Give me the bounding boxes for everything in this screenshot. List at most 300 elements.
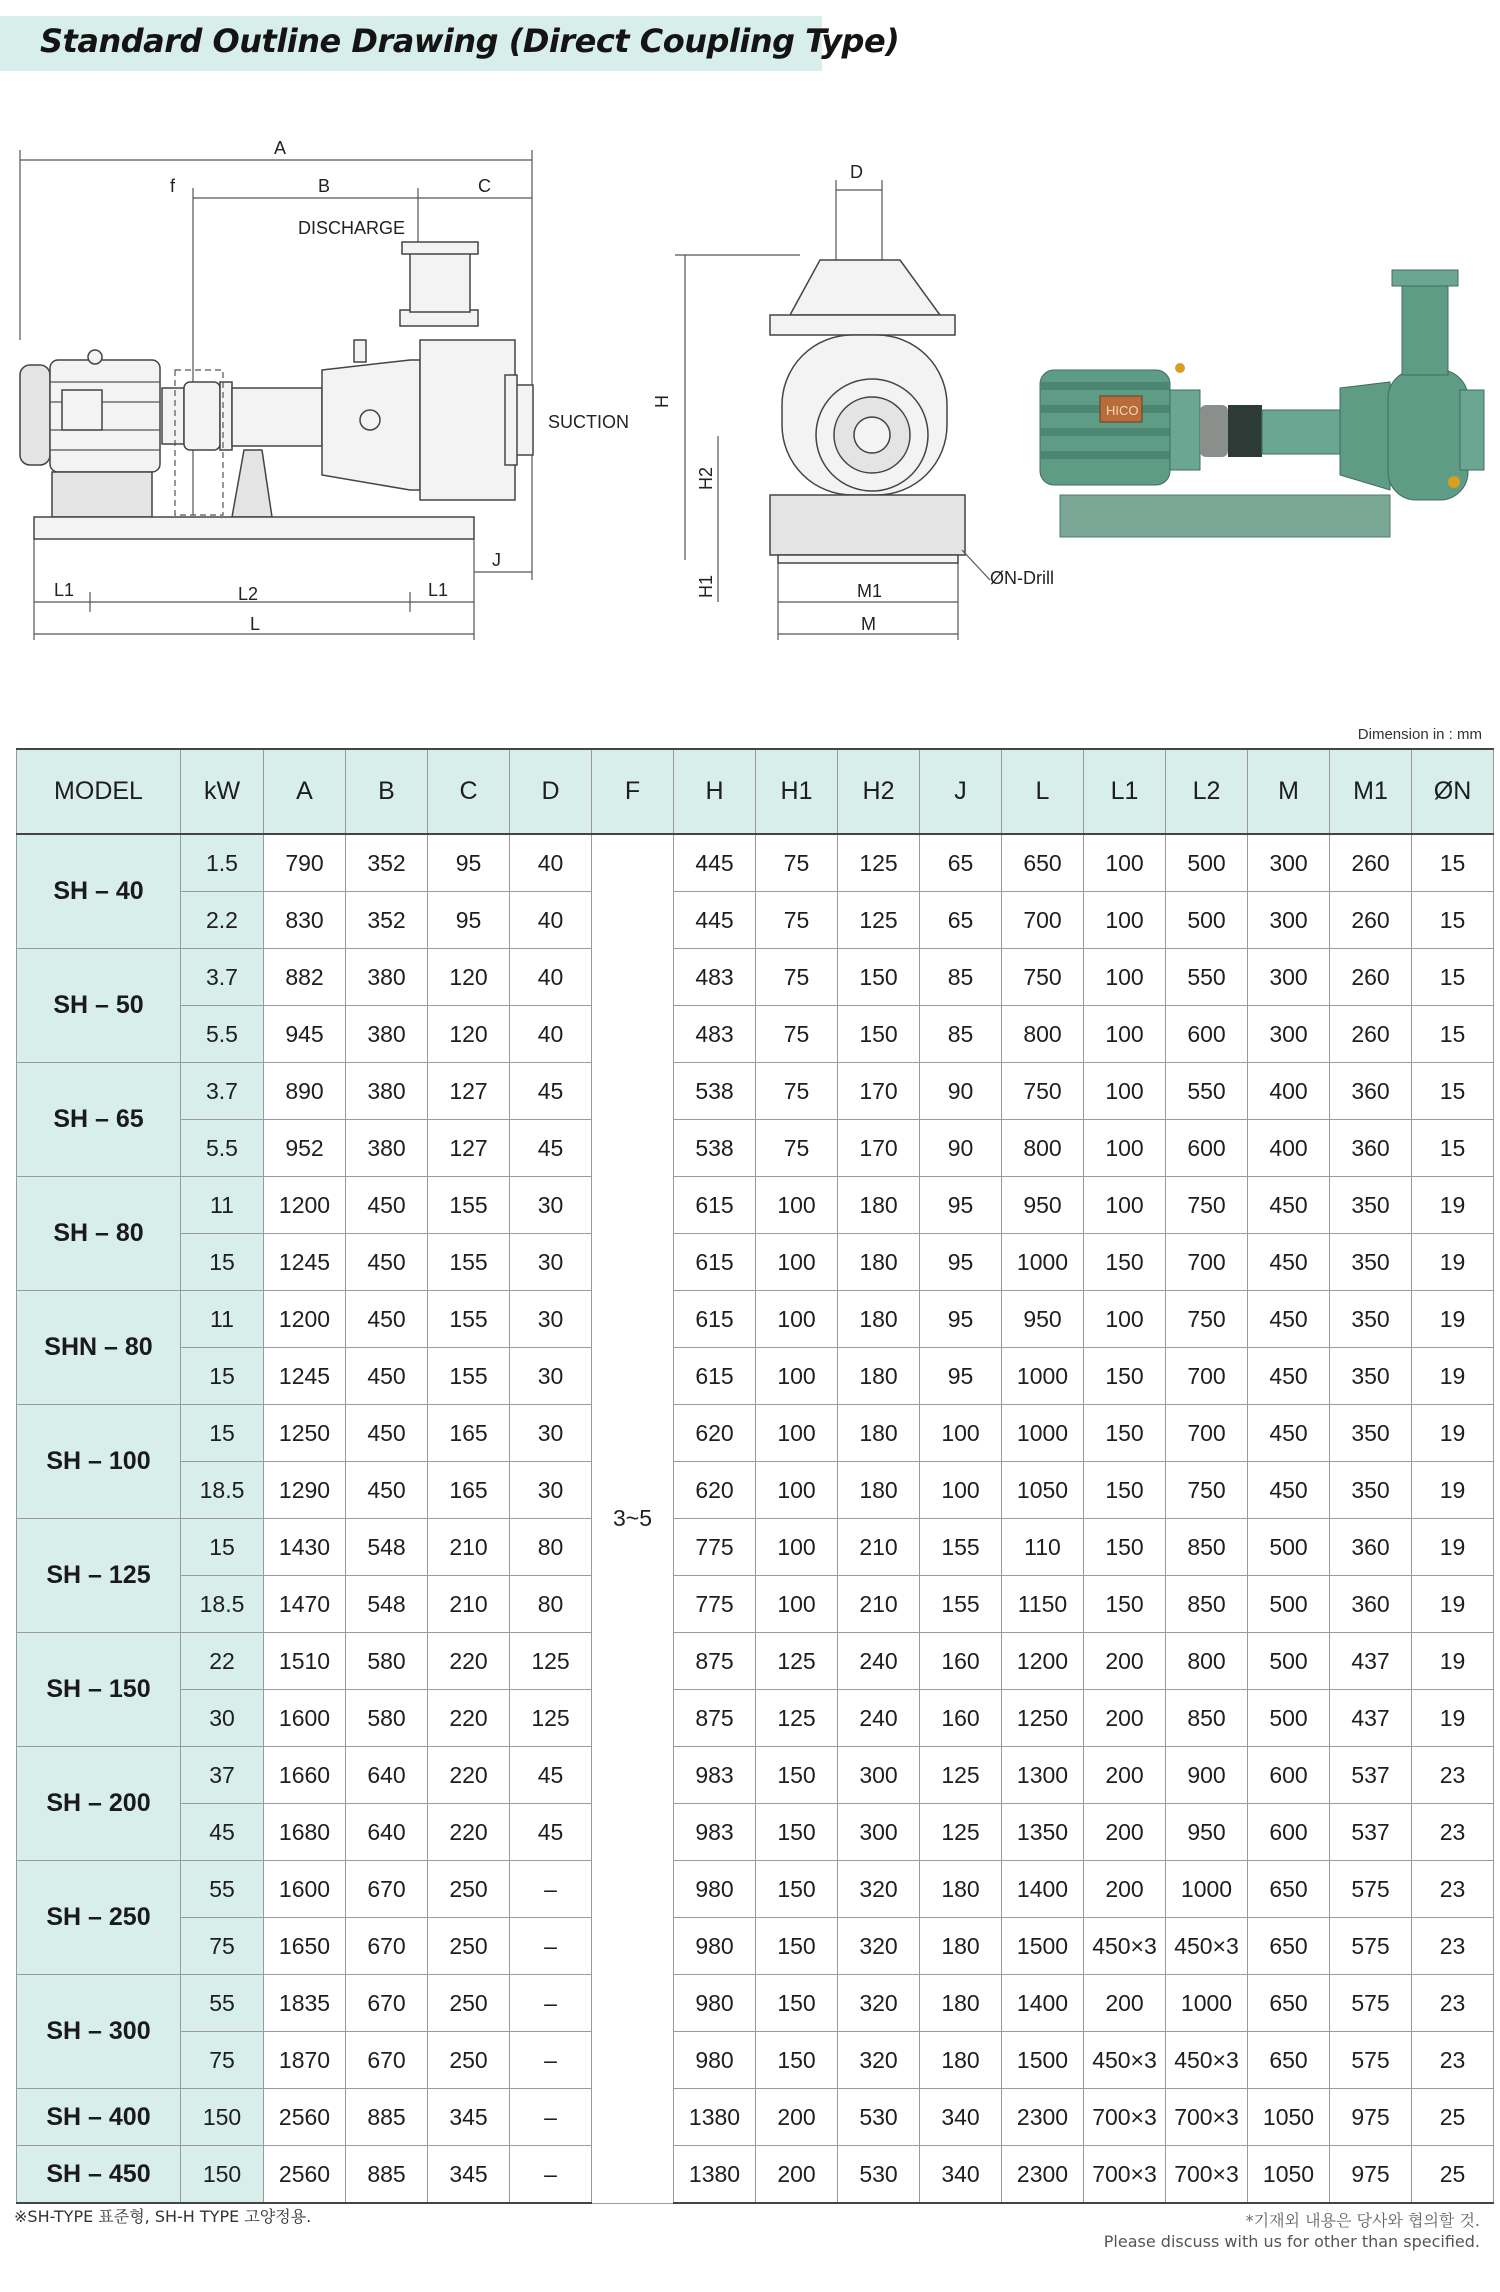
- value-cell: 450: [346, 1348, 428, 1405]
- value-cell: 90: [920, 1120, 1002, 1177]
- model-cell: SHN – 80: [17, 1291, 181, 1405]
- value-cell: 150: [756, 1861, 838, 1918]
- value-cell: 127: [428, 1063, 510, 1120]
- table-row: [17, 1462, 1494, 1519]
- value-cell: 45: [510, 1063, 592, 1120]
- value-cell: 850: [1166, 1519, 1248, 1576]
- value-cell: 75: [756, 834, 838, 892]
- suction-label: SUCTION: [548, 412, 629, 432]
- value-cell: 23: [1412, 1861, 1494, 1918]
- value-cell: 950: [1002, 1177, 1084, 1234]
- value-cell: 75: [756, 1120, 838, 1177]
- value-cell: 40: [510, 1006, 592, 1063]
- value-cell: 1200: [264, 1291, 346, 1348]
- value-cell: 150: [1084, 1405, 1166, 1462]
- value-cell: 150: [1084, 1348, 1166, 1405]
- motor-badge: HICO: [1106, 403, 1139, 418]
- value-cell: 1245: [264, 1348, 346, 1405]
- table-row: [17, 1918, 1494, 1975]
- value-cell: 548: [346, 1576, 428, 1633]
- table-header-row: [17, 749, 1494, 834]
- value-cell: 19: [1412, 1462, 1494, 1519]
- value-cell: 95: [920, 1177, 1002, 1234]
- value-cell: 450×3: [1084, 2032, 1166, 2089]
- kw-cell: 18.5: [181, 1462, 264, 1519]
- table-row: [17, 1120, 1494, 1177]
- kw-cell: 11: [181, 1291, 264, 1348]
- value-cell: 1250: [264, 1405, 346, 1462]
- value-cell: 600: [1166, 1120, 1248, 1177]
- value-cell: 100: [756, 1348, 838, 1405]
- value-cell: 210: [838, 1576, 920, 1633]
- table-row: [17, 1576, 1494, 1633]
- value-cell: 615: [674, 1291, 756, 1348]
- value-cell: –: [510, 2032, 592, 2089]
- value-cell: 1000: [1002, 1405, 1084, 1462]
- value-cell: 30: [510, 1462, 592, 1519]
- value-cell: 750: [1002, 949, 1084, 1006]
- value-cell: 160: [920, 1633, 1002, 1690]
- value-cell: 155: [428, 1348, 510, 1405]
- col-header: F: [592, 749, 674, 834]
- value-cell: 100: [756, 1462, 838, 1519]
- value-cell: 150: [1084, 1234, 1166, 1291]
- model-cell: SH – 80: [17, 1177, 181, 1291]
- value-cell: 882: [264, 949, 346, 1006]
- value-cell: 340: [920, 2089, 1002, 2146]
- value-cell: 500: [1248, 1690, 1330, 1747]
- col-header: C: [428, 749, 510, 834]
- value-cell: 200: [1084, 1633, 1166, 1690]
- kw-cell: 3.7: [181, 949, 264, 1006]
- value-cell: 260: [1330, 834, 1412, 892]
- value-cell: 1500: [1002, 1918, 1084, 1975]
- value-cell: 850: [1166, 1690, 1248, 1747]
- value-cell: –: [510, 1918, 592, 1975]
- value-cell: 800: [1002, 1006, 1084, 1063]
- value-cell: 110: [1002, 1519, 1084, 1576]
- value-cell: 670: [346, 2032, 428, 2089]
- value-cell: 100: [756, 1519, 838, 1576]
- value-cell: 15: [1412, 1063, 1494, 1120]
- value-cell: 15: [1412, 892, 1494, 949]
- col-header: H2: [838, 749, 920, 834]
- value-cell: 23: [1412, 1804, 1494, 1861]
- value-cell: 380: [346, 1120, 428, 1177]
- value-cell: 1000: [1002, 1234, 1084, 1291]
- dim-label-m1: M1: [857, 581, 883, 601]
- value-cell: 127: [428, 1120, 510, 1177]
- value-cell: 155: [428, 1177, 510, 1234]
- col-header: kW: [181, 749, 264, 834]
- value-cell: 250: [428, 1975, 510, 2032]
- value-cell: 980: [674, 1918, 756, 1975]
- value-cell: 240: [838, 1633, 920, 1690]
- col-header: L: [1002, 749, 1084, 834]
- value-cell: 350: [1330, 1405, 1412, 1462]
- value-cell: 200: [1084, 1747, 1166, 1804]
- value-cell: 300: [838, 1804, 920, 1861]
- value-cell: 980: [674, 1861, 756, 1918]
- kw-cell: 30: [181, 1690, 264, 1747]
- value-cell: 800: [1002, 1120, 1084, 1177]
- value-cell: 1300: [1002, 1747, 1084, 1804]
- col-header: L1: [1084, 749, 1166, 834]
- value-cell: 1430: [264, 1519, 346, 1576]
- value-cell: 19: [1412, 1234, 1494, 1291]
- kw-cell: 11: [181, 1177, 264, 1234]
- dim-label-f: f: [170, 176, 176, 196]
- footnote-right-english: Please discuss with us for other than specified.: [1103, 2232, 1480, 2251]
- col-header: B: [346, 749, 428, 834]
- dim-label-b: B: [318, 176, 331, 196]
- kw-cell: 55: [181, 1861, 264, 1918]
- model-cell: SH – 150: [17, 1633, 181, 1747]
- value-cell: 23: [1412, 1747, 1494, 1804]
- value-cell: 700: [1166, 1405, 1248, 1462]
- value-cell: 155: [920, 1576, 1002, 1633]
- value-cell: 380: [346, 949, 428, 1006]
- value-cell: 100: [756, 1291, 838, 1348]
- value-cell: 150: [756, 1804, 838, 1861]
- value-cell: 65: [920, 892, 1002, 949]
- value-cell: 23: [1412, 2032, 1494, 2089]
- value-cell: 380: [346, 1006, 428, 1063]
- dim-label-l1-left: L1: [54, 580, 75, 600]
- value-cell: 155: [428, 1234, 510, 1291]
- value-cell: 150: [756, 1918, 838, 1975]
- dim-label-c: C: [478, 176, 491, 196]
- value-cell: 450: [346, 1177, 428, 1234]
- value-cell: 100: [756, 1576, 838, 1633]
- value-cell: 260: [1330, 892, 1412, 949]
- value-cell: 320: [838, 2032, 920, 2089]
- table-row: [17, 1690, 1494, 1747]
- value-cell: 125: [510, 1633, 592, 1690]
- value-cell: 640: [346, 1747, 428, 1804]
- value-cell: 165: [428, 1405, 510, 1462]
- table-row: [17, 2089, 1494, 2146]
- value-cell: 650: [1248, 1918, 1330, 1975]
- value-cell: 180: [920, 1975, 1002, 2032]
- value-cell: 45: [510, 1120, 592, 1177]
- value-cell: 260: [1330, 1006, 1412, 1063]
- dim-label-a: A: [274, 138, 287, 158]
- value-cell: 40: [510, 834, 592, 892]
- value-cell: 2560: [264, 2089, 346, 2146]
- value-cell: 500: [1166, 892, 1248, 949]
- value-cell: 700×3: [1166, 2146, 1248, 2204]
- value-cell: 437: [1330, 1633, 1412, 1690]
- col-header: ØN: [1412, 749, 1494, 834]
- value-cell: 220: [428, 1804, 510, 1861]
- value-cell: 885: [346, 2089, 428, 2146]
- value-cell: 210: [838, 1519, 920, 1576]
- model-cell: SH – 65: [17, 1063, 181, 1177]
- value-cell: 155: [920, 1519, 1002, 1576]
- value-cell: 1650: [264, 1918, 346, 1975]
- value-cell: 1050: [1248, 2146, 1330, 2204]
- value-cell: 80: [510, 1576, 592, 1633]
- value-cell: 85: [920, 949, 1002, 1006]
- value-cell: 15: [1412, 949, 1494, 1006]
- kw-cell: 2.2: [181, 892, 264, 949]
- table-row: [17, 1747, 1494, 1804]
- value-cell: 950: [1002, 1291, 1084, 1348]
- value-cell: 350: [1330, 1291, 1412, 1348]
- kw-cell: 45: [181, 1804, 264, 1861]
- value-cell: 2560: [264, 2146, 346, 2204]
- value-cell: 352: [346, 834, 428, 892]
- value-cell: 95: [428, 834, 510, 892]
- value-cell: 19: [1412, 1291, 1494, 1348]
- value-cell: 23: [1412, 1975, 1494, 2032]
- model-cell: SH – 450: [17, 2146, 181, 2204]
- value-cell: 15: [1412, 1120, 1494, 1177]
- value-cell: 1245: [264, 1234, 346, 1291]
- value-cell: 300: [1248, 892, 1330, 949]
- value-cell: 100: [1084, 892, 1166, 949]
- value-cell: 100: [920, 1462, 1002, 1519]
- value-cell: 180: [920, 1861, 1002, 1918]
- value-cell: 1660: [264, 1747, 346, 1804]
- value-cell: 200: [1084, 1861, 1166, 1918]
- value-cell: 95: [428, 892, 510, 949]
- value-cell: 983: [674, 1747, 756, 1804]
- value-cell: 483: [674, 1006, 756, 1063]
- value-cell: 620: [674, 1462, 756, 1519]
- value-cell: 800: [1166, 1633, 1248, 1690]
- value-cell: 450: [1248, 1405, 1330, 1462]
- value-cell: 700: [1166, 1234, 1248, 1291]
- value-cell: 1680: [264, 1804, 346, 1861]
- value-cell: 200: [756, 2146, 838, 2204]
- value-cell: 1870: [264, 2032, 346, 2089]
- value-cell: 120: [428, 949, 510, 1006]
- value-cell: 615: [674, 1177, 756, 1234]
- value-cell: 830: [264, 892, 346, 949]
- value-cell: 450×3: [1166, 1918, 1248, 1975]
- value-cell: 450: [346, 1462, 428, 1519]
- value-cell: 450: [1248, 1348, 1330, 1405]
- value-cell: 445: [674, 892, 756, 949]
- value-cell: 45: [510, 1747, 592, 1804]
- model-cell: SH – 100: [17, 1405, 181, 1519]
- table-row: [17, 1006, 1494, 1063]
- value-cell: 650: [1248, 1975, 1330, 2032]
- value-cell: 1200: [264, 1177, 346, 1234]
- value-cell: 200: [1084, 1804, 1166, 1861]
- value-cell: 85: [920, 1006, 1002, 1063]
- value-cell: 40: [510, 949, 592, 1006]
- kw-cell: 15: [181, 1405, 264, 1462]
- value-cell: 150: [756, 1747, 838, 1804]
- value-cell: 300: [1248, 834, 1330, 892]
- value-cell: 437: [1330, 1690, 1412, 1747]
- value-cell: 640: [346, 1804, 428, 1861]
- value-cell: 1510: [264, 1633, 346, 1690]
- value-cell: 615: [674, 1348, 756, 1405]
- value-cell: 700: [1002, 892, 1084, 949]
- table-row: [17, 1975, 1494, 2032]
- value-cell: 180: [838, 1462, 920, 1519]
- value-cell: 15: [1412, 834, 1494, 892]
- dim-label-h2: H2: [696, 466, 716, 490]
- table-row: [17, 1405, 1494, 1462]
- value-cell: 983: [674, 1804, 756, 1861]
- value-cell: 300: [1248, 1006, 1330, 1063]
- value-cell: 500: [1248, 1633, 1330, 1690]
- value-cell: 450: [346, 1234, 428, 1291]
- model-cell: SH – 200: [17, 1747, 181, 1861]
- value-cell: 200: [1084, 1690, 1166, 1747]
- dim-label-l: L: [250, 614, 261, 634]
- model-cell: SH – 125: [17, 1519, 181, 1633]
- value-cell: 30: [510, 1177, 592, 1234]
- value-cell: 620: [674, 1405, 756, 1462]
- value-cell: 250: [428, 1918, 510, 1975]
- value-cell: 538: [674, 1120, 756, 1177]
- kw-cell: 5.5: [181, 1120, 264, 1177]
- value-cell: 345: [428, 2089, 510, 2146]
- value-cell: 345: [428, 2146, 510, 2204]
- value-cell: 19: [1412, 1405, 1494, 1462]
- value-cell: 1350: [1002, 1804, 1084, 1861]
- value-cell: 548: [346, 1519, 428, 1576]
- value-cell: 180: [838, 1348, 920, 1405]
- dim-label-h: H: [652, 395, 672, 408]
- value-cell: 350: [1330, 1348, 1412, 1405]
- value-cell: 670: [346, 1861, 428, 1918]
- value-cell: 700: [1166, 1348, 1248, 1405]
- value-cell: 600: [1166, 1006, 1248, 1063]
- value-cell: 125: [838, 834, 920, 892]
- value-cell: 19: [1412, 1690, 1494, 1747]
- value-cell: 90: [920, 1063, 1002, 1120]
- value-cell: 95: [920, 1348, 1002, 1405]
- value-cell: 850: [1166, 1576, 1248, 1633]
- value-cell: 100: [1084, 1291, 1166, 1348]
- value-cell: 980: [674, 1975, 756, 2032]
- value-cell: 100: [1084, 1063, 1166, 1120]
- value-cell: 125: [510, 1690, 592, 1747]
- value-cell: 220: [428, 1633, 510, 1690]
- value-cell: 165: [428, 1462, 510, 1519]
- value-cell: 750: [1002, 1063, 1084, 1120]
- value-cell: 670: [346, 1918, 428, 1975]
- value-cell: 150: [1084, 1519, 1166, 1576]
- value-cell: 30: [510, 1291, 592, 1348]
- value-cell: 1500: [1002, 2032, 1084, 2089]
- value-cell: 1600: [264, 1690, 346, 1747]
- value-cell: 180: [920, 2032, 1002, 2089]
- value-cell: 775: [674, 1576, 756, 1633]
- value-cell: 575: [1330, 2032, 1412, 2089]
- footnote-left: ※SH-TYPE 표준형, SH-H TYPE 고양정용.: [14, 2207, 312, 2226]
- value-cell: 670: [346, 1975, 428, 2032]
- value-cell: 210: [428, 1519, 510, 1576]
- dim-label-m: M: [861, 614, 876, 634]
- value-cell: 180: [920, 1918, 1002, 1975]
- value-cell: 450: [1248, 1177, 1330, 1234]
- table-row: [17, 1063, 1494, 1120]
- value-cell: 19: [1412, 1177, 1494, 1234]
- value-cell: 550: [1166, 949, 1248, 1006]
- value-cell: 200: [1084, 1975, 1166, 2032]
- value-cell: 700×3: [1166, 2089, 1248, 2146]
- kw-cell: 37: [181, 1747, 264, 1804]
- kw-cell: 18.5: [181, 1576, 264, 1633]
- table-row: [17, 1234, 1494, 1291]
- col-header: H1: [756, 749, 838, 834]
- value-cell: 170: [838, 1120, 920, 1177]
- value-cell: 150: [1084, 1576, 1166, 1633]
- value-cell: 537: [1330, 1747, 1412, 1804]
- kw-cell: 5.5: [181, 1006, 264, 1063]
- value-cell: 1050: [1248, 2089, 1330, 2146]
- value-cell: 220: [428, 1747, 510, 1804]
- value-cell: 750: [1166, 1177, 1248, 1234]
- kw-cell: 75: [181, 1918, 264, 1975]
- value-cell: 250: [428, 2032, 510, 2089]
- kw-cell: 1.5: [181, 834, 264, 892]
- value-cell: 500: [1248, 1576, 1330, 1633]
- value-cell: –: [510, 2089, 592, 2146]
- value-cell: 30: [510, 1405, 592, 1462]
- col-header: L2: [1166, 749, 1248, 834]
- value-cell: 30: [510, 1234, 592, 1291]
- pump-photo: [1040, 270, 1484, 537]
- value-cell: 875: [674, 1690, 756, 1747]
- value-cell: 600: [1248, 1804, 1330, 1861]
- value-cell: 120: [428, 1006, 510, 1063]
- value-cell: 1200: [1002, 1633, 1084, 1690]
- value-cell: 500: [1166, 834, 1248, 892]
- value-cell: 125: [838, 892, 920, 949]
- value-cell: 40: [510, 892, 592, 949]
- col-header: M1: [1330, 749, 1412, 834]
- value-cell: 100: [920, 1405, 1002, 1462]
- value-cell: 180: [838, 1291, 920, 1348]
- col-header: H: [674, 749, 756, 834]
- value-cell: 155: [428, 1291, 510, 1348]
- value-cell: 450: [1248, 1462, 1330, 1519]
- value-cell: 15: [1412, 1006, 1494, 1063]
- value-cell: 650: [1248, 2032, 1330, 2089]
- value-cell: 350: [1330, 1177, 1412, 1234]
- value-cell: 450: [346, 1291, 428, 1348]
- value-cell: 500: [1248, 1519, 1330, 1576]
- table-row: [17, 949, 1494, 1006]
- value-cell: 1400: [1002, 1975, 1084, 2032]
- value-cell: 23: [1412, 1918, 1494, 1975]
- value-cell: 445: [674, 834, 756, 892]
- value-cell: 575: [1330, 1861, 1412, 1918]
- kw-cell: 15: [181, 1348, 264, 1405]
- table-row: [17, 1177, 1494, 1234]
- value-cell: 975: [1330, 2089, 1412, 2146]
- value-cell: 100: [756, 1177, 838, 1234]
- value-cell: 150: [838, 949, 920, 1006]
- value-cell: 150: [1084, 1462, 1166, 1519]
- value-cell: 2300: [1002, 2146, 1084, 2204]
- outline-drawing: [0, 120, 1500, 680]
- value-cell: 320: [838, 1975, 920, 2032]
- value-cell: 25: [1412, 2146, 1494, 2204]
- dim-label-d: D: [850, 162, 863, 182]
- value-cell: 980: [674, 2032, 756, 2089]
- value-cell: 180: [838, 1234, 920, 1291]
